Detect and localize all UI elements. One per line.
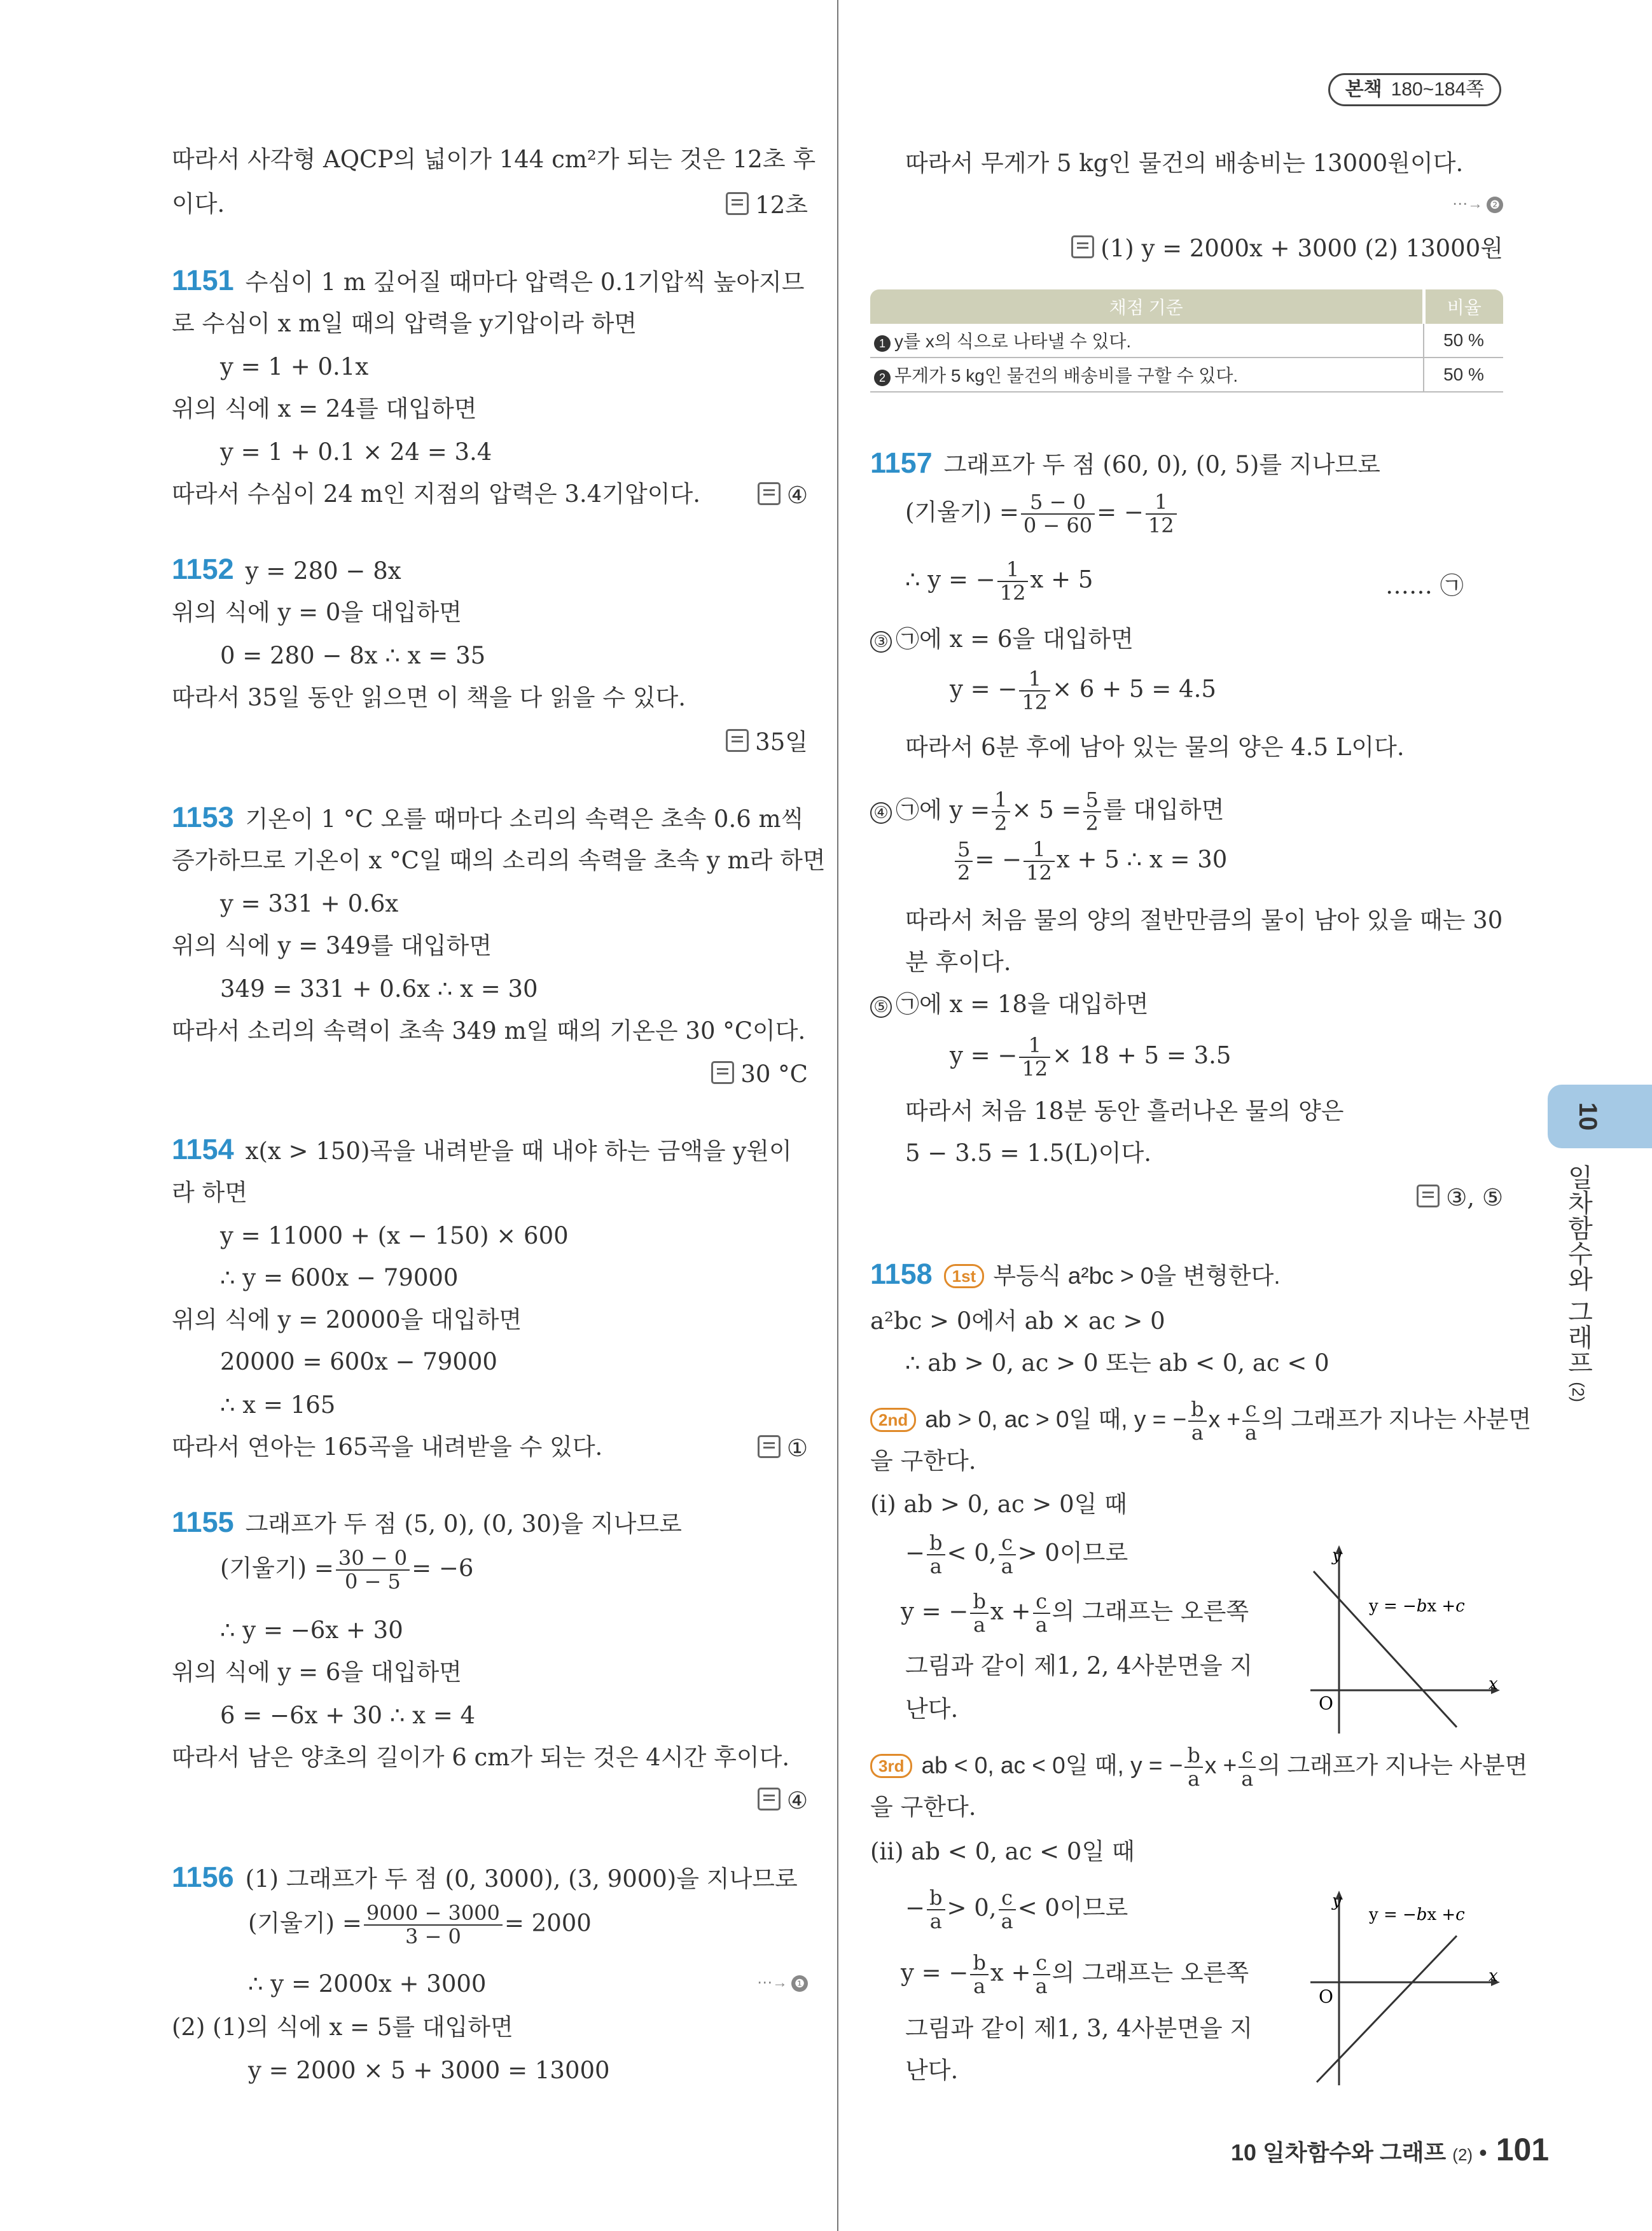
answer-icon: [758, 482, 781, 505]
fraction-denominator: 12: [1026, 861, 1052, 886]
fraction-denominator: a: [929, 1554, 942, 1579]
p1157-slope-label: (기울기) =: [905, 498, 1019, 526]
fraction-numerator: c: [1033, 1952, 1050, 1975]
p1151-text-6: 따라서 수심이 24 m인 지점의 압력은 3.4기압이다.: [172, 480, 700, 508]
step-marker-1-number: ❶: [791, 1975, 808, 1992]
p1157-option-3: [870, 627, 1134, 653]
p1157-slope-sign: = −: [1097, 498, 1144, 526]
problem-number-1158: 1158: [870, 1258, 933, 1290]
step-badge-2nd: 2nd: [870, 1408, 916, 1432]
frac-b-a: [970, 1590, 988, 1636]
origin-label: O: [1319, 1986, 1333, 2007]
p1158-text-1: a²bc > 0에서 ab × ac > 0: [870, 1307, 1165, 1335]
problem-number-1153: 1153: [172, 801, 234, 833]
p1157-option-4: [870, 789, 1224, 835]
calc-suffix: × 6 + 5 = 4.5: [1052, 675, 1216, 703]
graph-eq-prefix: y = −: [1369, 1597, 1417, 1616]
calc-prefix: y = −: [950, 1041, 1018, 1069]
p1158-case-ii-sign: [905, 1887, 1128, 1933]
criteria-number: 1: [874, 335, 891, 352]
function-line-increasing: [1317, 1936, 1457, 2082]
p1157-answer: [1417, 1185, 1503, 1209]
problem-number-1154: 1154: [172, 1133, 234, 1165]
p1157-eq-prefix: ∴ y = −: [905, 566, 996, 594]
answer-icon: [1417, 1185, 1440, 1207]
answer-icon: [1071, 235, 1094, 258]
p1158-text-2: ∴ ab > 0, ac > 0 또는 ab < 0, ac < 0: [905, 1349, 1329, 1377]
problem-number-1152: 1152: [172, 553, 234, 585]
p1151-answer: [758, 482, 808, 507]
p1157-text-13: 따라서 처음 18분 동안 흘러나온 물의 양은: [905, 1097, 1344, 1125]
criteria-header-row: [870, 289, 1503, 324]
p1157-slope-fraction: [1021, 491, 1095, 537]
fraction-denominator: a: [973, 1613, 986, 1637]
fraction-denominator: 12: [1022, 1057, 1048, 1081]
fraction-numerator: 1: [992, 789, 1010, 812]
p1158-case-ii-title: (ii) ab < 0, ac < 0일 때: [870, 1838, 1135, 1865]
fraction-numerator: c: [1239, 1744, 1256, 1768]
step-3-text-b: x +: [1204, 1752, 1237, 1779]
graph-equation-label: [1368, 1597, 1465, 1616]
criteria-description: y를 x의 식으로 나타낼 수 있다.: [894, 331, 1132, 351]
fraction-denominator: a: [1245, 1421, 1258, 1445]
p1155-slope-label: (기울기) =: [220, 1554, 334, 1582]
fraction-numerator: b: [1184, 1744, 1202, 1768]
calc-equals: = −: [975, 845, 1022, 873]
option-4-marker: ④: [870, 802, 892, 824]
fraction-denominator: a: [1001, 1909, 1013, 1934]
fraction-denominator: a: [1241, 1767, 1254, 1791]
step-3-text-c: 의 그래프가 지나는 사분면: [1258, 1752, 1528, 1779]
calc-frac-1-12: [1024, 838, 1055, 884]
criteria-header: 채점 기준: [870, 289, 1424, 324]
p1154-text-5: 위의 식에 y = 20000을 대입하면: [172, 1306, 522, 1333]
criteria-row: [870, 324, 1503, 358]
eq-suffix: 의 그래프는 오른쪽: [1052, 1597, 1249, 1625]
page-tag-range: 180~184쪽: [1391, 79, 1485, 100]
step-badge-1st: 1st: [944, 1264, 985, 1288]
p1157-slope-result: [1146, 491, 1177, 537]
fraction-numerator: 5 − 0: [1021, 491, 1095, 515]
fraction-denominator: a: [929, 1909, 942, 1934]
p1157-eq-fraction: [997, 559, 1029, 604]
sign-text-2: > 0이므로: [1017, 1539, 1128, 1567]
fraction-numerator: 1: [1024, 838, 1055, 862]
graph-case-ii: [1304, 1888, 1508, 2092]
p1152-text-3: 0 = 280 − 8x ∴ x = 35: [220, 642, 486, 669]
option-3-marker: ③: [870, 631, 892, 653]
calc-prefix: y = −: [950, 675, 1018, 703]
fraction-denominator: 12: [1022, 690, 1048, 715]
intro-line-2: 이다.: [172, 190, 225, 218]
frac-b-a: [970, 1952, 988, 1998]
footer-part: (2): [1452, 2145, 1473, 2164]
p1156-text-5: y = 2000 × 5 + 3000 = 13000: [248, 2057, 610, 2084]
frac-c-a: [1033, 1952, 1050, 1998]
p1157-equation-label: …… ㉠: [1385, 572, 1464, 599]
fraction-numerator: c: [1242, 1398, 1260, 1422]
p1157-option-4-suffix: 를 대입하면: [1102, 796, 1225, 824]
step-2-text-c: 의 그래프가 지나는 사분면: [1261, 1406, 1532, 1433]
fraction-numerator: b: [927, 1887, 945, 1910]
p1153-text-3: y = 331 + 0.6x: [220, 890, 399, 917]
p1154-text-7: ∴ x = 165: [220, 1391, 336, 1419]
step-2-text-a: ab > 0, ac > 0일 때, y = −: [925, 1406, 1187, 1433]
fraction-denominator: a: [1035, 1613, 1048, 1637]
p1155-answer-text: ④: [786, 1787, 808, 1814]
p1156-answer-text: (1) y = 2000x + 3000 (2) 13000원: [1100, 235, 1503, 262]
p1153-text-4: 위의 식에 y = 349를 대입하면: [172, 932, 492, 959]
chapter-tab-number: 10: [1573, 1102, 1602, 1131]
chapter-side-tab: [1548, 1085, 1652, 1148]
p1156-conclusion: 따라서 무게가 5 kg인 물건의 배송비는 13000원이다.: [905, 149, 1464, 177]
p1151-text-5: y = 1 + 0.1 × 24 = 3.4: [220, 438, 492, 466]
frac-c-a: [1242, 1398, 1260, 1444]
footer-dot: •: [1479, 2139, 1487, 2165]
eq-mid: x +: [990, 1597, 1031, 1625]
fraction-numerator: 1: [1146, 491, 1177, 515]
fraction-denominator: a: [973, 1974, 986, 1999]
graph-eq-b: b: [1416, 1905, 1427, 1924]
fraction-denominator: 0 − 60: [1023, 513, 1093, 538]
column-divider: [837, 0, 838, 2231]
p1154-text-1: x(x > 150)곡을 내려받을 때 내야 하는 금액을 y원이: [245, 1137, 792, 1165]
p1157-answer-text: ③, ⑤: [1446, 1184, 1503, 1211]
step-badge-3rd: 3rd: [870, 1754, 912, 1778]
p1157-text-10: 분 후이다.: [905, 949, 1011, 976]
frac-b-a: [927, 1887, 945, 1933]
p1152-text-2: 위의 식에 y = 0을 대입하면: [172, 599, 462, 626]
fraction-denominator: 2: [994, 811, 1008, 836]
p1155-text-1: 그래프가 두 점 (5, 0), (0, 30)을 지나므로: [245, 1510, 682, 1538]
p1156-slope-value: = 2000: [504, 1909, 592, 1937]
p1157-option-5-text: ㉠에 x = 18을 대입하면: [896, 990, 1149, 1018]
fraction-numerator: 30 − 0: [336, 1547, 410, 1571]
p1157-eq-suffix: x + 5: [1030, 566, 1093, 594]
p1153-text-2: 증가하므로 기온이 x °C일 때의 소리의 속력을 초속 y m라 하면: [172, 847, 826, 874]
p1156-answer: [1071, 235, 1503, 260]
fraction-numerator: b: [970, 1590, 988, 1614]
page-footer: [1231, 2131, 1549, 2168]
step-1-text: 부등식 a²bc > 0을 변형한다.: [993, 1263, 1281, 1289]
calc-suffix: × 18 + 5 = 3.5: [1052, 1041, 1232, 1069]
answer-icon: [726, 192, 749, 215]
footer-chapter: 10 일차함수와 그래프: [1231, 2139, 1447, 2165]
p1155-slope-value: = −6: [412, 1554, 474, 1582]
criteria-ratio: 50 %: [1424, 324, 1503, 358]
step-marker-1: ⋯→ ❶: [757, 1973, 808, 1992]
sign-text-1: < 0,: [947, 1539, 997, 1567]
p1154-answer-text: ①: [786, 1435, 808, 1462]
p1158-step-2-end: 을 구한다.: [870, 1447, 976, 1475]
p1155-text-3: ∴ y = −6x + 30: [220, 1616, 403, 1644]
criteria-number: 2: [874, 370, 891, 386]
p1153-answer-text: 30 °C: [740, 1060, 808, 1088]
graph-equation-label: [1368, 1905, 1465, 1924]
graph-eq-b: b: [1416, 1597, 1427, 1616]
p1157-option-4-mid: × 5 =: [1011, 796, 1081, 824]
minus-sign: −: [905, 1539, 926, 1567]
answer-icon: [726, 729, 749, 752]
fraction-denominator: 3 − 0: [405, 1924, 461, 1949]
page-number: 101: [1496, 2132, 1550, 2167]
p1151-answer-text: ④: [786, 482, 808, 509]
p1158-case-i-title: (i) ab > 0, ac > 0일 때: [870, 1491, 1127, 1518]
fraction-numerator: 1: [1019, 668, 1050, 692]
fraction-numerator: c: [1033, 1590, 1050, 1614]
p1157-text-14: 5 − 3.5 = 1.5(L)이다.: [905, 1139, 1151, 1167]
problem-1152-line-1: [172, 555, 401, 583]
p1151-text-2: 로 수심이 x m일 때의 압력을 y기압이라 하면: [172, 310, 637, 337]
p1154-answer: [758, 1435, 808, 1460]
p1158-step-2-line: [870, 1398, 1531, 1444]
fraction-numerator: b: [970, 1952, 988, 1975]
y-axis-label: y: [1332, 1546, 1342, 1565]
p1151-text-3: y = 1 + 0.1x: [220, 353, 369, 380]
p1158-case-ii-text-5: 난다.: [905, 2057, 959, 2084]
p1156-slope-label: (기울기) =: [248, 1909, 362, 1937]
p1155-slope-fraction: [336, 1547, 410, 1593]
p1157-calc-6: [950, 668, 1216, 714]
p1157-text-9: 따라서 처음 물의 양의 절반만큼의 물이 남아 있을 때는 30: [905, 907, 1503, 934]
fraction-numerator: 9000 − 3000: [364, 1902, 503, 1926]
fraction-denominator: a: [1035, 1974, 1048, 1999]
frac-c-a: [1033, 1590, 1050, 1636]
fraction-denominator: 12: [1148, 513, 1174, 538]
frac-b-a: [1188, 1398, 1206, 1444]
p1155-slope-line: [220, 1547, 473, 1593]
frac-b-a: [927, 1532, 945, 1578]
p1157-text-6: 따라서 6분 후에 남아 있는 물의 양은 4.5 L이다.: [905, 733, 1405, 761]
fraction-numerator: c: [999, 1887, 1016, 1910]
intro-line-1: 따라서 사각형 AQCP의 넓이가 144 cm²가 되는 것은 12초 후: [172, 146, 816, 173]
fraction-numerator: c: [999, 1532, 1016, 1555]
p1157-equation-line: [905, 559, 1093, 604]
ratio-header: 비율: [1424, 289, 1503, 324]
page-reference-tag: [1328, 73, 1501, 106]
p1151-text-1: 수심이 1 m 깊어질 때마다 압력은 0.1기압씩 높아지므: [245, 268, 805, 296]
fraction-numerator: 1: [1019, 1034, 1050, 1058]
p1156-text-1: (1) 그래프가 두 점 (0, 3000), (3, 9000)을 지나므로: [245, 1865, 798, 1893]
fraction-denominator: a: [1188, 1767, 1200, 1791]
function-line-decreasing: [1314, 1571, 1457, 1727]
side-title-part: (2): [1569, 1382, 1588, 1403]
p1155-text-6: 따라서 남은 양초의 길이가 6 cm가 되는 것은 4시간 후이다.: [172, 1744, 790, 1771]
origin-label: O: [1319, 1693, 1333, 1714]
frac-b-a: [1184, 1744, 1202, 1790]
option-4-frac-2: [1083, 789, 1101, 835]
frac-c-a: [999, 1887, 1016, 1933]
fraction-denominator: 12: [999, 581, 1026, 606]
p1152-text-4: 따라서 35일 동안 읽으면 이 책을 다 읽을 수 있다.: [172, 684, 686, 711]
p1153-text-5: 349 = 331 + 0.6x ∴ x = 30: [220, 975, 538, 1003]
graph-eq-c: c: [1455, 1905, 1465, 1924]
eq-prefix: y = −: [901, 1959, 969, 1987]
p1156-text-3: ∴ y = 2000x + 3000: [248, 1970, 487, 1998]
p1156-slope-line: [248, 1902, 592, 1948]
p1153-answer: [711, 1061, 808, 1086]
problem-1151-line-1: [172, 266, 805, 295]
problem-1158-line-1: [870, 1260, 1281, 1288]
p1157-calc-18: [950, 1034, 1231, 1080]
eq-mid: x +: [990, 1959, 1031, 1987]
problem-1154-line-1: [172, 1135, 792, 1164]
p1156-text-4: (2) (1)의 식에 x = 5를 대입하면: [172, 2013, 513, 2041]
p1154-text-3: y = 11000 + (x − 150) × 600: [220, 1222, 569, 1249]
step-2-text-b: x +: [1208, 1406, 1240, 1433]
x-axis-label: x: [1489, 1966, 1498, 1985]
fraction-numerator: 5: [1083, 789, 1101, 812]
fraction-denominator: 2: [1085, 811, 1099, 836]
eq-suffix: 의 그래프는 오른쪽: [1052, 1959, 1249, 1987]
calc-fraction: [1019, 1034, 1050, 1080]
frac-c-a: [1239, 1744, 1256, 1790]
answer-icon: [758, 1788, 781, 1811]
p1157-option-3-text: ㉠에 x = 6을 대입하면: [896, 625, 1134, 653]
p1158-case-ii-text-4: 그림과 같이 제1, 3, 4사분면을 지: [905, 2015, 1253, 2042]
p1154-text-8: 따라서 연아는 165곡을 내려받을 수 있다.: [172, 1433, 603, 1461]
criteria-text: [870, 358, 1424, 392]
p1157-calc-half: [953, 838, 1227, 884]
p1158-step-3-end: 을 구한다.: [870, 1793, 976, 1821]
p1158-case-i-text-5: 난다.: [905, 1695, 959, 1723]
fraction-numerator: b: [1188, 1398, 1206, 1422]
intro-answer-text: 12초: [755, 191, 808, 219]
p1157-option-4-prefix: ㉠에 y =: [896, 796, 990, 824]
answer-icon: [711, 1061, 734, 1084]
intro-answer: [726, 192, 808, 217]
calc-frac-5-2: [955, 838, 973, 884]
sign-text-1: > 0,: [947, 1894, 997, 1922]
problem-1156-line-1: [172, 1863, 798, 1891]
eq-prefix: y = −: [901, 1597, 969, 1625]
graph-eq-prefix: y = −: [1369, 1905, 1417, 1924]
p1154-text-4: ∴ y = 600x − 79000: [220, 1264, 459, 1291]
p1157-slope-line: [905, 491, 1179, 537]
fraction-numerator: 5: [955, 838, 973, 862]
p1151-text-4: 위의 식에 x = 24를 대입하면: [172, 395, 477, 422]
criteria-ratio: 50 %: [1424, 358, 1503, 392]
criteria-row: [870, 358, 1503, 392]
p1156-slope-fraction: [364, 1902, 503, 1948]
criteria-description: 무게가 5 kg인 물건의 배송비를 구할 수 있다.: [894, 366, 1239, 386]
p1154-text-2: 라 하면: [172, 1179, 247, 1206]
fraction-denominator: a: [1001, 1554, 1013, 1579]
graph-eq-mid: x +: [1427, 1597, 1456, 1616]
frac-c-a: [999, 1532, 1016, 1578]
problem-number-1151: 1151: [172, 264, 234, 296]
answer-icon: [758, 1435, 781, 1458]
step-3-text-a: ab < 0, ac < 0일 때, y = −: [921, 1752, 1183, 1779]
p1152-answer-text: 35일: [755, 728, 808, 756]
graph-eq-mid: x +: [1427, 1905, 1456, 1924]
option-4-frac-1: [992, 789, 1010, 835]
fraction-numerator: b: [927, 1532, 945, 1555]
fraction-denominator: 2: [957, 861, 971, 886]
p1158-case-i-graph-line: [901, 1590, 1249, 1636]
option-5-marker: ⑤: [870, 996, 892, 1018]
criteria-text: [870, 324, 1424, 358]
p1158-step-3-line: [870, 1744, 1527, 1790]
problem-number-1155: 1155: [172, 1506, 234, 1538]
fraction-denominator: a: [1191, 1421, 1204, 1445]
minus-sign: −: [905, 1894, 926, 1922]
problem-1157-line-1: [870, 448, 1380, 477]
p1158-case-i-text-4: 그림과 같이 제1, 2, 4사분면을 지: [905, 1652, 1253, 1679]
p1155-answer: [758, 1788, 808, 1812]
scoring-criteria-table: [870, 289, 1503, 393]
problem-number-1157: 1157: [870, 447, 933, 479]
p1152-answer: [726, 729, 808, 754]
p1152-text-1: y = 280 − 8x: [245, 557, 401, 585]
problem-number-1156: 1156: [172, 1861, 234, 1893]
p1155-text-4: 위의 식에 y = 6을 대입하면: [172, 1658, 462, 1686]
graph-case-i: [1304, 1543, 1508, 1740]
p1155-text-5: 6 = −6x + 30 ∴ x = 4: [220, 1702, 476, 1729]
sign-text-2: < 0이므로: [1017, 1894, 1128, 1922]
problem-1155-line-1: [172, 1508, 682, 1536]
p1157-option-5: [870, 992, 1148, 1018]
fraction-numerator: 1: [997, 559, 1029, 582]
calc-fraction: [1019, 668, 1050, 714]
calc-suffix: x + 5 ∴ x = 30: [1056, 845, 1228, 873]
problem-1153-line-1: [172, 803, 803, 831]
page-tag-label: 본책: [1345, 79, 1382, 100]
graph-eq-c: c: [1455, 1597, 1465, 1616]
step-marker-2: ⋯→ ❷: [1452, 195, 1503, 213]
p1157-text-1: 그래프가 두 점 (60, 0), (0, 5)를 지나므로: [943, 451, 1380, 478]
p1158-case-i-sign: [905, 1532, 1128, 1578]
y-axis-label: y: [1332, 1891, 1342, 1910]
x-axis-label: x: [1489, 1674, 1498, 1693]
fraction-denominator: 0 − 5: [345, 1569, 401, 1594]
p1154-text-6: 20000 = 600x − 79000: [220, 1348, 497, 1375]
chapter-side-title: [1552, 1164, 1597, 1402]
p1158-case-ii-graph-line: [901, 1952, 1249, 1998]
step-marker-2-number: ❷: [1487, 197, 1503, 213]
side-title-text: 일차함수와 그래프: [1564, 1164, 1592, 1375]
p1153-text-1: 기온이 1 °C 오를 때마다 소리의 속력은 초속 0.6 m씩: [245, 805, 804, 833]
p1153-text-6: 따라서 소리의 속력이 초속 349 m일 때의 기온은 30 °C이다.: [172, 1017, 806, 1045]
